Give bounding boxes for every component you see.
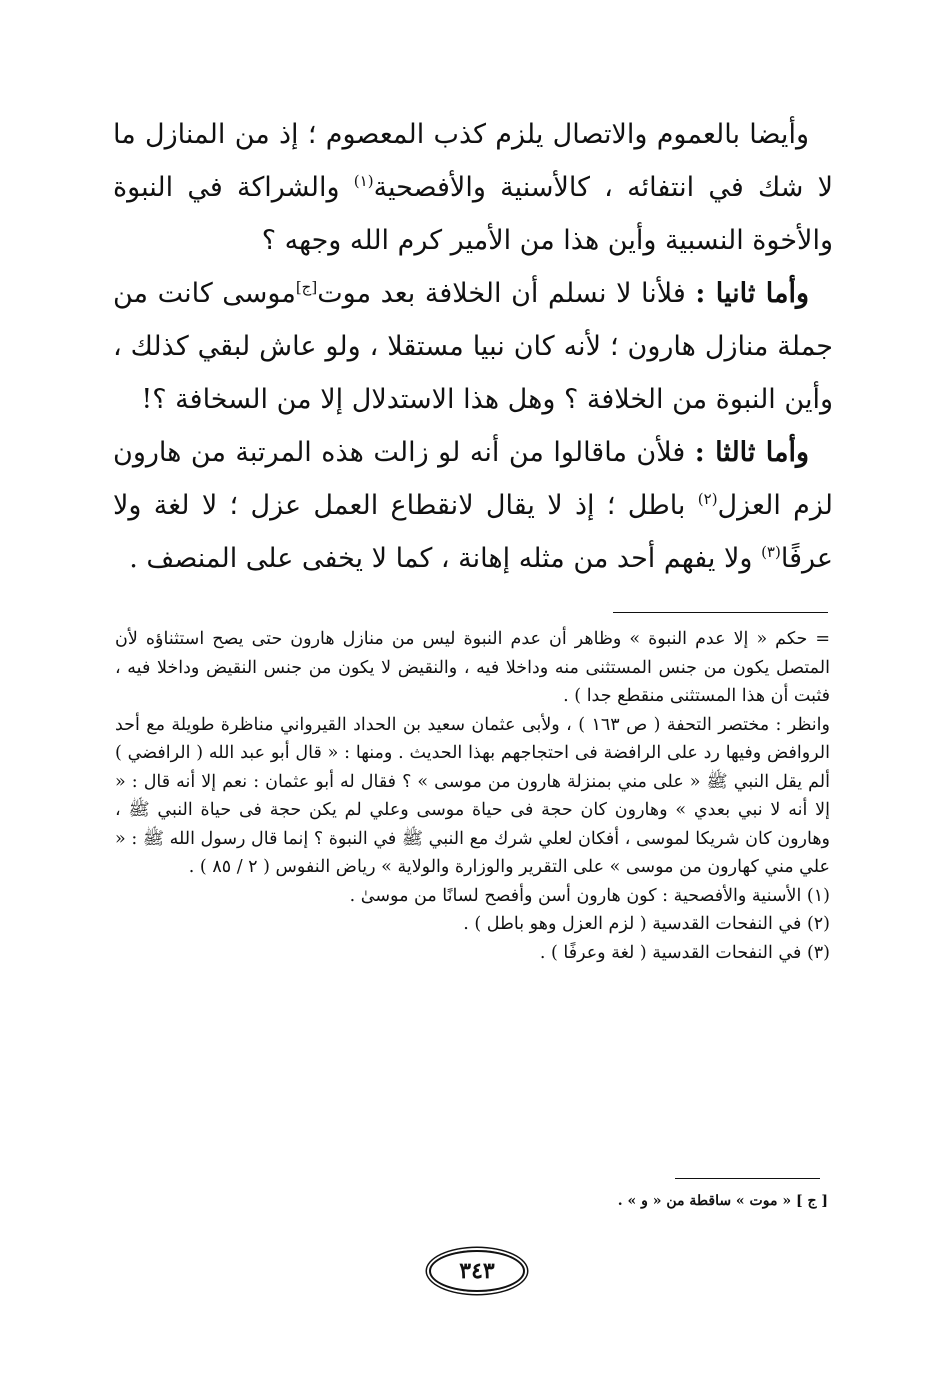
editor-note-separator <box>675 1178 820 1179</box>
page-number-text: ٣٤٣ <box>459 1258 495 1284</box>
paragraph-2-text-b: موسى كانت من جملة منازل هارون ؛ لأنه كان نبيا مستقلا ، ولو عاش لبقي كذلك ، وأين النبوة من الخلافة ؟ وهل هذا الاستدلال إلا من السخافة ؟! <box>113 278 833 415</box>
page-number <box>429 1250 525 1292</box>
footnote-ref-1: (١) <box>353 172 374 190</box>
paragraph-1 <box>113 108 833 267</box>
paragraph-1-tail: والشراكة في النبوة والأخوة النسبية وأين هذا من الأمير كرم الله وجهه ؟ <box>113 172 833 256</box>
editor-note: [ ج ] « موت » ساقطة من « و » . <box>617 1193 828 1209</box>
paragraph-3 <box>113 426 833 585</box>
paragraph-2-text-a: فلأنا لا نسلم أن الخلافة بعد موت <box>317 278 696 309</box>
paragraph-2 <box>113 267 833 426</box>
paragraph-3-text-a: فلأن ماقالوا من أنه لو زالت هذه المرتبة من هارون لزم العزل <box>113 437 833 521</box>
footnote-ref-3: (٣) <box>761 543 781 561</box>
footnote-2: (٢) في النفحات القدسية ( لزم العزل وهو باطل ) . <box>463 914 830 934</box>
editor-mark-j: [ج] <box>295 278 318 296</box>
paragraph-3-text-c: ولا يفهم أحد من مثله إهانة ، كما لا يخفى على المنصف . <box>129 543 762 574</box>
paragraph-2-lead: وأما ثانيا : <box>695 278 809 309</box>
main-text <box>113 108 833 585</box>
footnote-ref-2: (٢) <box>697 490 718 508</box>
footnotes <box>115 625 830 967</box>
footnote-continuation: = حكم « إلا عدم النبوة » وظاهر أن عدم النبوة ليس من منازل هارون حتى يصح استثناؤه لأن المتصل يكون من جنس المستثنى منه وداخلا فيه ، والنقيض لا يكون من جنس النقيض وداخلا فيه ، فثبت أن هذا المستثنى منقطع جدا ) . <box>115 629 830 706</box>
paragraph-1-text: وأيضا بالعموم والاتصال يلزم كذب المعصوم ؛ إذ من المنازل ما لا شك في انتفائه ، كالأسنية والأفصحية <box>113 119 834 203</box>
footnote-separator <box>613 612 828 613</box>
footnote-see-also: وانظر : مختصر التحفة ( ص ١٦٣ ) ، ولأبى عثمان سعيد بن الحداد القيرواني مناظرة طويلة مع أحد الروافض وفيها رد على الرافضة فى احتجاجهم بهذا الحديث . ومنها : « قال أبو عبد الله ( الرافضي ) ألم يقل النبي ﷺ « على مني بمنزلة هارون من موسى » ؟ فقال له أبو عثمان : نعم إلا أنه قال : « إلا أنه لا نبي بعدي » وهارون كان حجة فى حياة موسى وعلي لم يكن حجة فى حياة النبي ﷺ ، وهارون كان شريكا لموسى ، أفكان لعلي شرك مع النبي ﷺ في النبوة ؟ إنما قال رسول الله ﷺ : « علي مني كهارون من موسى » على التقرير والوزارة والولاية » رياض النفوس ( ٢ / ٨٥ ) . <box>115 714 830 877</box>
footnote-3: (٣) في النفحات القدسية ( لغة وعرفًا ) . <box>539 942 830 963</box>
footnote-1: (١) الأسنية والأفصحية : كون هارون أسن وأفصح لسانًا من موسىٰ . <box>349 885 830 906</box>
paragraph-3-lead: وأما ثالثا : <box>694 437 809 468</box>
paragraph-3-text-b: باطل ؛ إذ لا يقال لانقطاع العمل عزل ؛ لا لغة ولا عرفًا <box>113 490 833 574</box>
